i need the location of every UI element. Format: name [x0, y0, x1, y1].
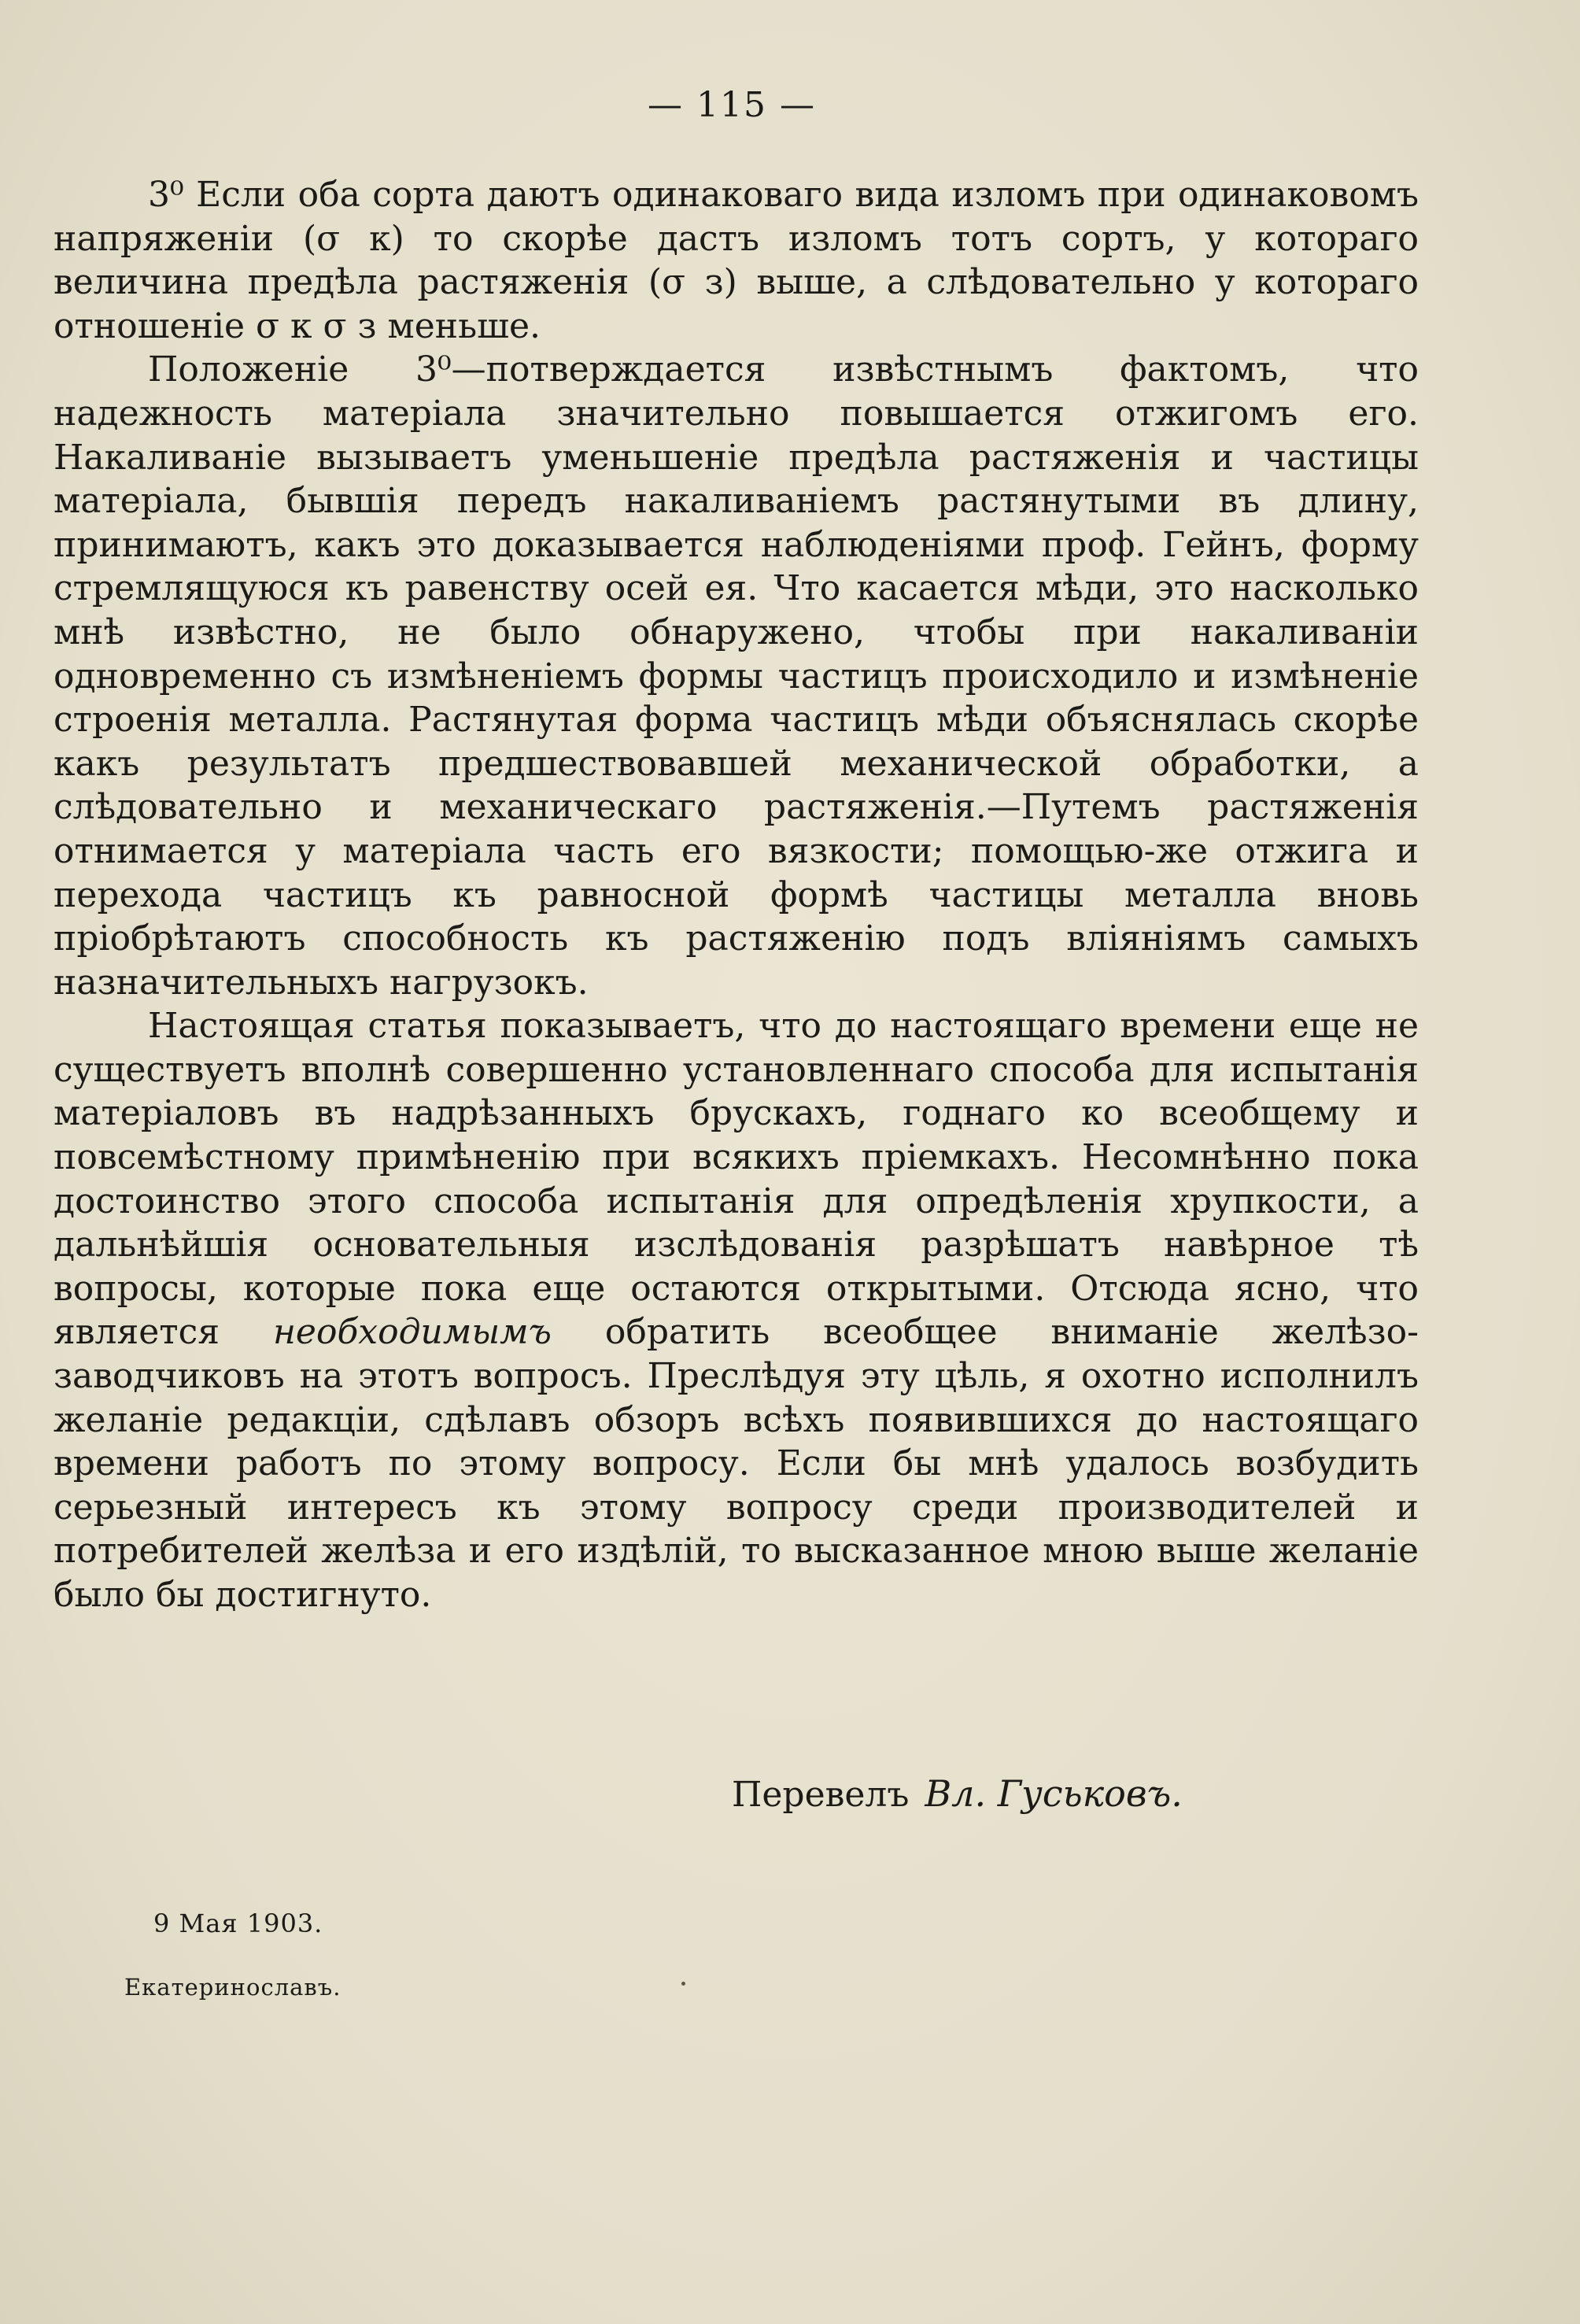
paragraph-3-start: Настоящая статья показываетъ, что до настоящаго времени еще не существуетъ вполнѣ совершенно установленнаго способа для испытанія матеріаловъ въ надрѣзанныхъ брускахъ, годнаго ко всеобщему и повсемѣстному примѣненію при всякихъ пріемкахъ. Несомнѣнно пока достоинство этого способа испытанія для опредѣленія хрупкости, а дальнѣйшія основательныя изслѣдованія разрѣшатъ навѣрное тѣ вопросы, которые пока еще остаются открытыми. Отсюда ясно, что является [54, 1006, 1419, 1353]
emphasized-word: необходимымъ [272, 1312, 552, 1353]
translator-prefix: Перевелъ [732, 1775, 910, 1815]
paragraph-1: 3⁰ Если оба сорта даютъ одинаковаго вида изломъ при одинаковомъ напряженіи (σ к) то скорѣе дастъ изломъ тотъ сортъ, у котораго величина предѣла растяженія (σ з) выше, а слѣдовательно у котораго отношеніе σ к σ з меньше. [54, 175, 1419, 346]
body-text [54, 173, 1419, 1617]
date: 9 Мая 1903. [153, 1908, 323, 1938]
print-speck [681, 1982, 685, 1986]
paragraph-3-end: обратить всеобщее вниманіе желѣзо-заводчиковъ на этотъ вопросъ. Преслѣдуя эту цѣль, я охотно исполнилъ желаніе редакціи, сдѣлавъ обзоръ всѣхъ появившихся до настоящаго времени работъ по этому вопросу. Если бы мнѣ удалось возбудить серьезный интересъ къ этому вопросу среди производителей и потребителей желѣза и его издѣлій, то высказанное мною выше желаніе было бы достигнуто. [54, 1312, 1419, 1615]
page-number: — 115 — [648, 85, 816, 125]
translator-signature [732, 1772, 1183, 1815]
paragraph-2: Положеніе 3⁰—потверждается извѣстнымъ фактомъ, что надежность матеріала значительно повышается отжигомъ его. Накаливаніе вызываетъ уменьшеніе предѣла растяженія и частицы матеріала, бывшія передъ накаливаніемъ растянутыми въ длину, принимаютъ, какъ это доказывается наблюденіями проф. Гейнъ, форму стремлящуюся къ равенству осей ея. Что касается мѣди, это насколько мнѣ извѣстно, не было обнаружено, чтобы при накаливаніи одновременно съ измѣненіемъ формы частицъ происходило и измѣненіе строенія металла. Растянутая форма частицъ мѣди объяснялась скорѣе какъ результатъ предшествовавшей механической обработки, а слѣдовательно и механическаго растяженія.—Путемъ растяженія отнимается у матеріала часть его вязкости; помощью-же отжига и перехода частицъ къ равносной формѣ частицы металла вновь пріобрѣтаютъ способность къ растяженію подъ вліяніямъ самыхъ назначительныхъ нагрузокъ. [54, 349, 1419, 1003]
place: Екатеринославъ. [124, 1974, 341, 2001]
translator-name: Вл. Гуськовъ. [925, 1772, 1183, 1815]
paragraph-3 [54, 1004, 1419, 1616]
